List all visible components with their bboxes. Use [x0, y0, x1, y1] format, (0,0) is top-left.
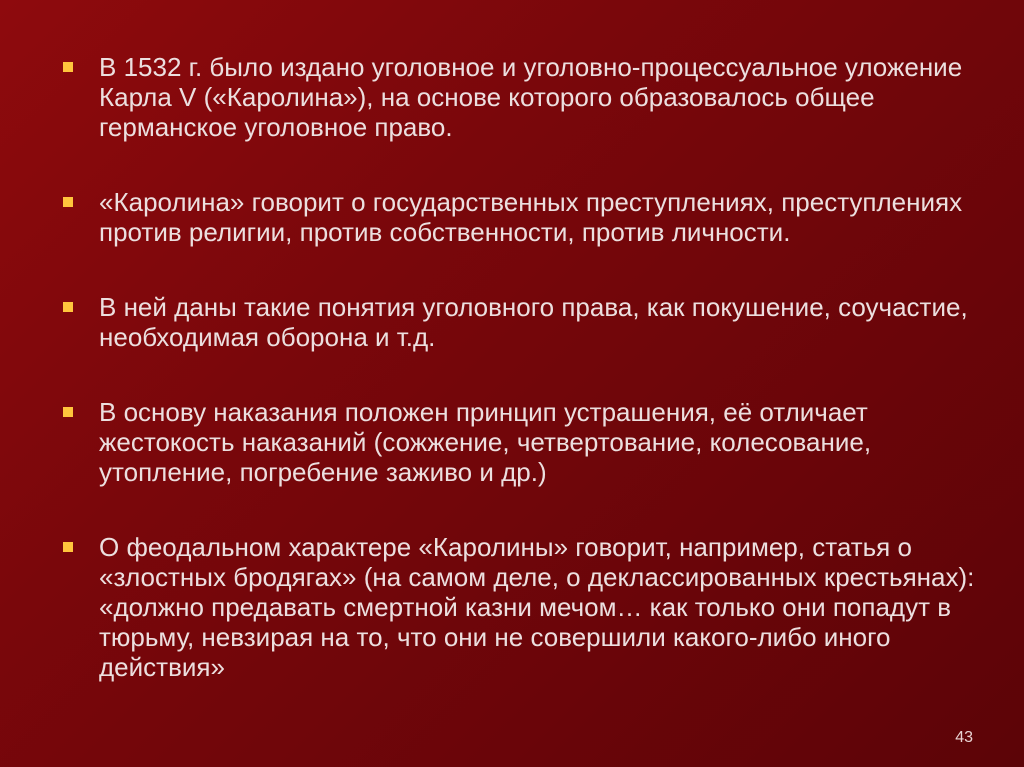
bullet-item-1 — [62, 52, 982, 142]
bullet-item-2 — [62, 187, 982, 247]
square-bullet-icon — [63, 407, 73, 417]
bullet-list — [62, 52, 982, 682]
square-bullet-icon — [63, 62, 73, 72]
square-bullet-icon — [63, 302, 73, 312]
bullet-item-5 — [62, 532, 982, 682]
bullet-item-4 — [62, 397, 982, 487]
bullet-text-3: В ней даны такие понятия уголовного права, как покушение, соучастие, необходимая оборона и т.д. — [99, 292, 968, 352]
bullet-text-2: «Каролина» говорит о государственных преступлениях, преступлениях против религии, против собственности, против личности. — [99, 187, 963, 247]
slide-page-number: 43 — [955, 729, 973, 746]
bullet-text-1: В 1532 г. было издано уголовное и уголовно-процессуальное уложение Карла V («Каролина»), на основе которого образовалось общее германское уголовное право. — [99, 52, 963, 142]
bullet-text-5: О феодальном характере «Каролины» говорит, например, статья о «злостных бродягах» (на самом деле, о деклассированных крестьянах): «должно предавать смертной казни мечом… как только они попадут в тюрьму, невзирая на то, что они не совершили какого-либо иного действия» — [99, 532, 975, 682]
bullet-item-3 — [62, 292, 982, 352]
bullet-text-4: В основу наказания положен принцип устрашения, её отличает жестокость наказаний (сожжение, четвертование, колесование, утопление, погребение заживо и др.) — [99, 397, 872, 487]
square-bullet-icon — [63, 542, 73, 552]
square-bullet-icon — [63, 197, 73, 207]
